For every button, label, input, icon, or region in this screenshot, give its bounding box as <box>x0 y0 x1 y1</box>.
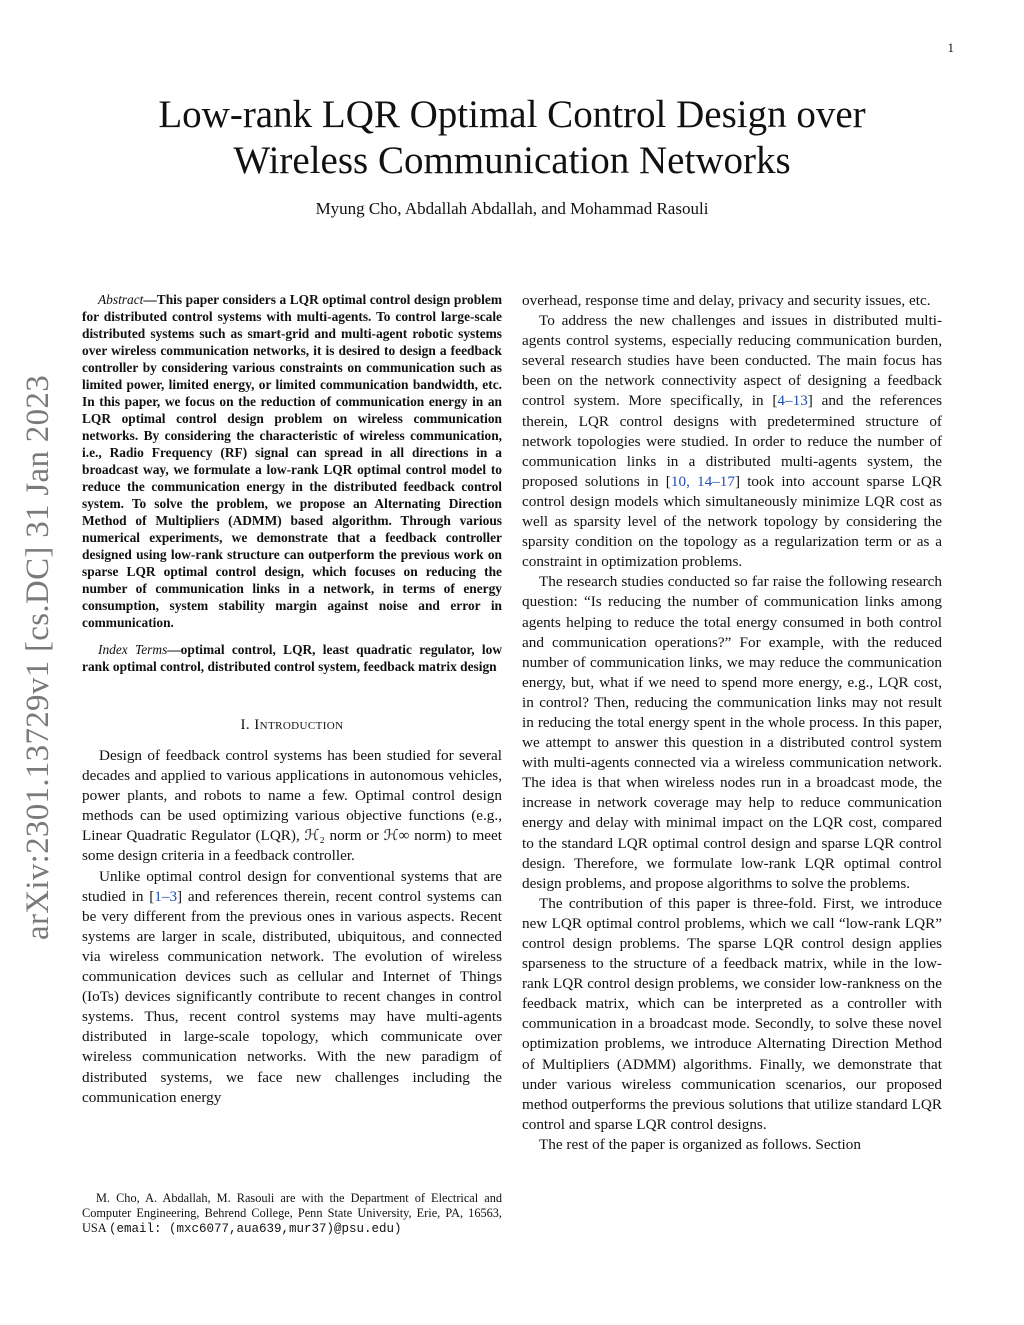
intro-paragraph-1: Design of feedback control systems has been studied for several decades and applied to various applications in autonomous vehicles, power plants, and robots to name a few. Optimal control design methods can be used optimizing various objective functions (e.g., Linear Quadratic Regulator (LQR), ℋ₂ norm or ℋ∞ norm) to meet some design criteria in a feedback controller. <box>82 747 502 865</box>
paragraph-organization: The rest of the paper is organized as follows. Section <box>539 1135 861 1153</box>
index-terms-text: —optimal control, LQR, least quadratic regulator, low rank optimal control, distributed control system, feedback matrix design <box>82 642 502 674</box>
footnote-email: (email: (mxc6077,aua639,mur37)@psu.edu) <box>109 1222 402 1236</box>
abstract <box>82 291 502 631</box>
right-column <box>522 291 942 1155</box>
citation-link[interactable]: 4–13 <box>777 392 808 410</box>
left-column <box>82 291 502 1108</box>
page-number: 1 <box>947 40 954 55</box>
citation-link[interactable]: 10, 14–17 <box>670 472 735 490</box>
paragraph-text: ] took into account sparse LQR control design models which simultaneously minimize LQR cost as well as sparsity level of the network topology by considering the sparsity condition on the topology as a regularization term or as a constraint in optimization problems. <box>522 472 942 571</box>
section-numeral: I. <box>240 717 255 733</box>
paper-title <box>80 92 944 184</box>
paragraph-related-work <box>522 311 942 572</box>
citation-link[interactable]: 1–3 <box>154 887 178 905</box>
intro-paragraph-2 <box>82 867 502 1108</box>
abstract-text: —This paper considers a LQR optimal control design problem for distributed control systems with multi-agents. To control large-scale distributed systems such as smart-grid and multi-agent robotic systems over wireless communication networks, it is desired to design a feedback controller by considering various constraints on communication such as limited power, limited energy, or limited communication bandwidth, etc. In this paper, we focus on the reduction of communication energy in an LQR optimal control design problem on wireless communication networks. By considering the characteristic of wireless communication, i.e., Radio Frequency (RF) signal can spread in all directions in a broadcast way, we formulate a low-rank LQR optimal control model to reduce the communication energy in the distributed feedback control system. To solve the problem, we propose an Alternating Direction Method of Multipliers (ADMM) based algorithm. Through various numerical experiments, we demonstrate that a feedback controller designed using low-rank structure can outperform the previous work on sparse LQR optimal control design, which focuses on reducing the number of communication links in a network, in terms of energy consumption, system stability margin against noise and error in communication. <box>82 292 502 630</box>
section-title: Introduction <box>254 717 344 733</box>
paragraph-research-question: The research studies conducted so far raise the following research question: “Is reducing the number of communication links among agents helping to reduce the total energy consumed in both control and communication operations?” For example, with the reduced number of communication links, we may reduce the communication energy, but, what if we need to spend more energy, e.g., LQR cost, in control? Then, reducing the communication links may not result in reducing the total energy spent in the whole process. In this paper, we attempt to answer this question in a distributed control system with multi-agents connected via a wireless communication network. The idea is that when wireless nodes run in a broadcast mode, the increase in network coverage may help to reduce communication energy and delay with minimal impact on the LQR cost, compared to the standard LQR optimal control design and sparse LQR control design. Therefore, we formulate low-rank LQR optimal control design problems, and propose algorithms to solve the problems. <box>522 573 942 892</box>
index-terms <box>82 641 502 675</box>
paragraph-text: ] and references therein, recent control systems can be very different from the previous ones in various aspects. Recent systems are larger in scale, distributed, ubiquitous, and connected via wireless communication network. The evolution of wireless communication devices such as cellular and Internet of Things (IoTs) devices significantly contribute to recent changes in control systems. Thus, recent control systems may have multi-agents distributed in large-scale topology, which communicate over wireless communication networks. With the new paradigm of distributed systems, we face new challenges including the communication energy <box>82 887 502 1106</box>
affiliation-footnote <box>82 1191 502 1237</box>
abstract-label: Abstract <box>98 292 144 307</box>
author-list: Myung Cho, Abdallah Abdallah, and Mohammad Rasouli <box>315 199 709 218</box>
arxiv-identifier-stamp: arXiv:2301.13729v1 [cs.DC] 31 Jan 2023 <box>20 374 56 940</box>
title-line-1: Low-rank LQR Optimal Control Design over <box>158 93 866 136</box>
paragraph-contribution: The contribution of this paper is three-fold. First, we introduce new LQR optimal control problems, which we call “low-rank LQR” control design problems. The sparse LQR control design applies sparseness to the structure of a feedback matrix, while in the low-rank LQR control design problems, we consider low-rankness on the feedback matrix, which can be interpreted as a controller with communication in a broadcast mode. Secondly, to solve these novel optimization problems, we introduce Alternating Direction Method of Multipliers (ADMM) algorithms. Finally, we demonstrate that under various wireless communication scenarios, our proposed method outperforms the previous solutions that utilize standard LQR control and sparse LQR control designs. <box>522 894 942 1133</box>
title-line-2: Wireless Communication Networks <box>233 139 791 182</box>
paragraph-continuation: overhead, response time and delay, privacy and security issues, etc. <box>522 292 931 309</box>
paragraph-text: ] and the references therein, LQR control designs with predetermined structure of network topologies were studied. In order to reduce the number of communication links in a distributed multi-agents system, the proposed solutions in [ <box>522 392 942 490</box>
paragraph-text: To address the new challenges and issues in distributed multi-agents control systems, especially reducing communication burden, several research studies have been conducted. The main focus has been on the network connectivity aspect of designing a feedback control system. More specifically, in [ <box>522 312 942 410</box>
paragraph-text: Unlike optimal control design for conventional systems that are studied in [ <box>82 867 502 905</box>
footnote-text: M. Cho, A. Abdallah, M. Rasouli are with the Department of Electrical and Computer Engineering, Behrend College, Penn State University, Erie, PA, 16563, USA <box>82 1191 502 1235</box>
index-terms-label: Index Terms <box>98 642 168 657</box>
section-heading-introduction <box>82 717 502 734</box>
